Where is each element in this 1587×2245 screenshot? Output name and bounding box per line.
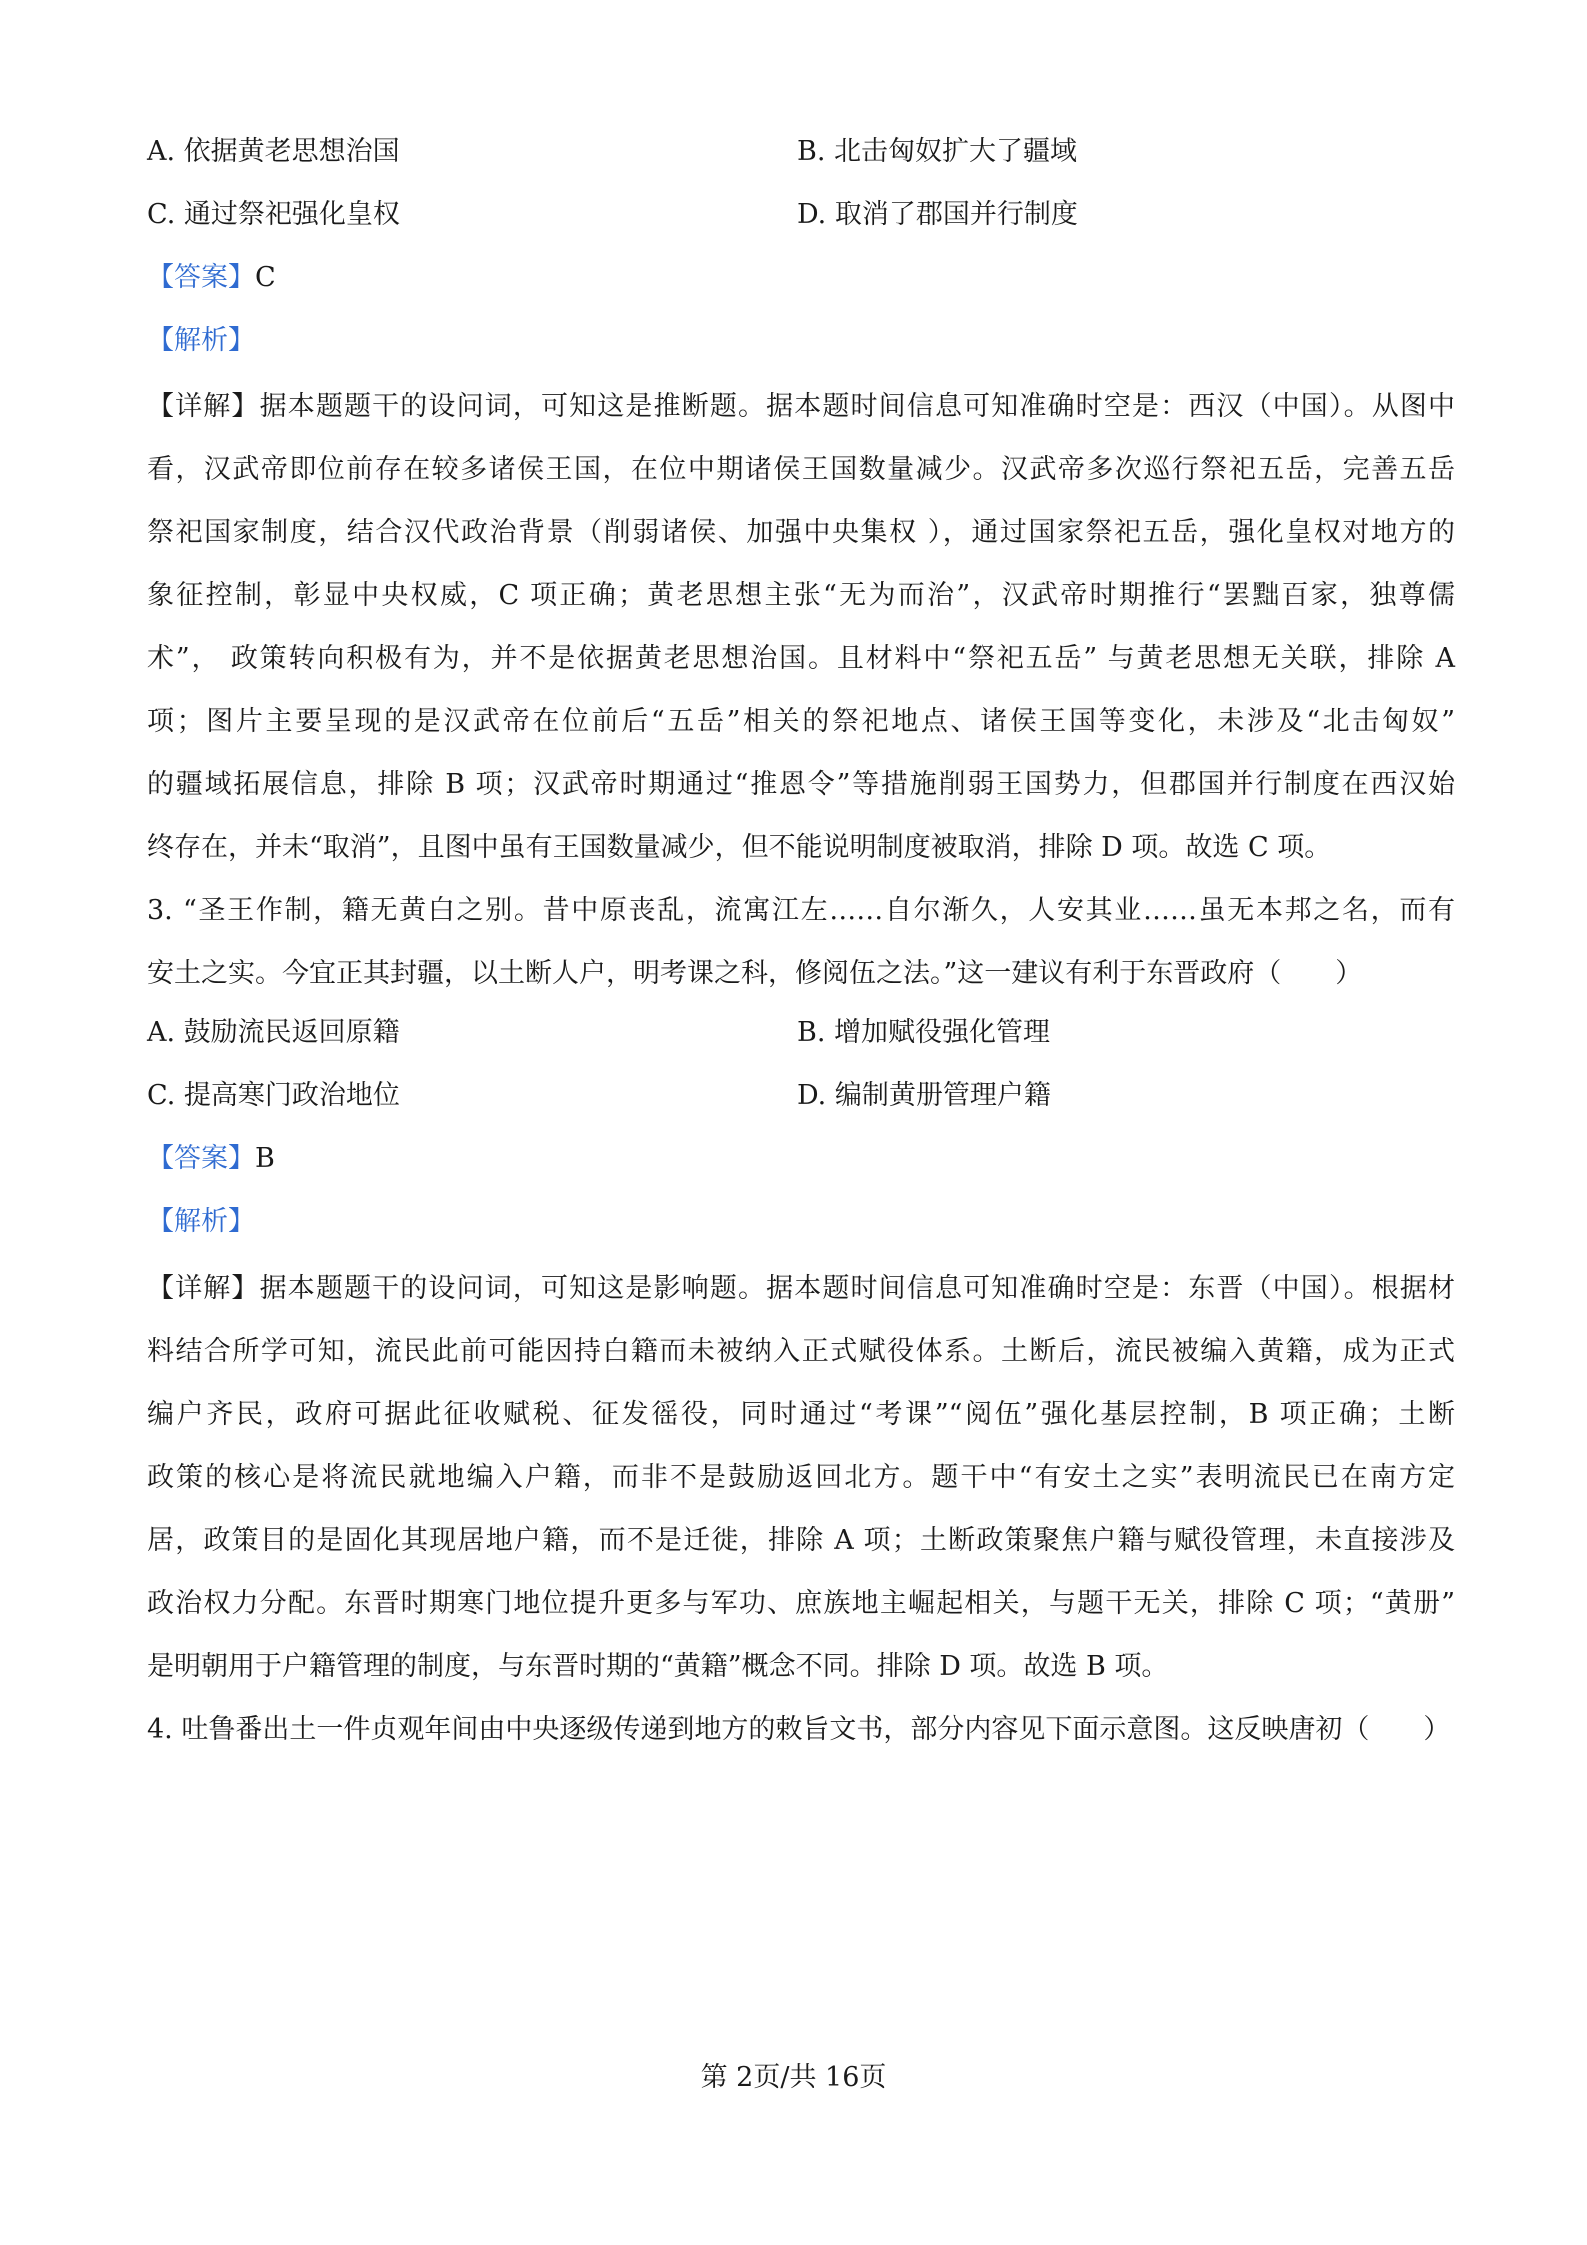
page-footer: 第 2页/共 16页 <box>700 2062 887 2093</box>
q2-option-a: A. 依据黄老思想治国 <box>147 136 400 167</box>
q2-option-d: D. 取消了郡国并行制度 <box>797 199 1078 230</box>
q2-detail-line: 终存在，并未“取消”，且图中虽有王国数量减少，但不能说明制度被取消，排除 D 项。故选 C 项。 <box>147 832 1332 863</box>
q3-detail-line: 【详解】据本题题干的设问词，可知这是影响题。据本题时间信息可知准确时空是：东晋（中国）。根据材 <box>147 1273 1456 1304</box>
q3-stem-line: 3. “圣王作制，籍无黄白之别。昔中原丧乱，流寓江左……自尔渐久，人安其业……虽无本邦之名，而有 <box>147 895 1455 926</box>
q2-detail-label: 【详解】 <box>147 391 260 422</box>
q2-detail-line: 【详解】据本题题干的设问词，可知这是推断题。据本题时间信息可知准确时空是：西汉（中国）。从图中 <box>147 391 1456 422</box>
q3-detail-label: 【详解】 <box>147 1273 260 1304</box>
q4-stem-line: 4. 吐鲁番出土一件贞观年间由中央逐级传递到地方的敕旨文书，部分内容见下面示意图。这反映唐初（ ） <box>147 1714 1451 1745</box>
q2-analysis-heading <box>147 321 1447 361</box>
q2-option-c: C. 通过祭祀强化皇权 <box>147 199 400 230</box>
q3-stem <box>147 879 1455 1005</box>
q2-detail-paragraph <box>147 375 1455 879</box>
q3-detail-line: 居，政策目的是固化其现居地户籍，而不是迁徙，排除 A 项；土断政策聚焦户籍与赋役管理，未直接涉及 <box>147 1525 1455 1556</box>
q3-analysis-heading <box>147 1202 1447 1242</box>
q3-option-a: A. 鼓励流民返回原籍 <box>147 1017 400 1048</box>
q3-detail-line: 是明朝用于户籍管理的制度，与东晋时期的“黄籍”概念不同。排除 D 项。故选 B 项。 <box>147 1651 1169 1682</box>
q2-detail-line: 祭祀国家制度，结合汉代政治背景（削弱诸侯、加强中央集权 ），通过国家祭祀五岳，强化皇权对地方的 <box>147 517 1455 548</box>
q2-detail-line: 象征控制，彰显中央权威，C 项正确；黄老思想主张“无为而治”，汉武帝时期推行“罢黜百家，独尊儒 <box>147 580 1455 611</box>
q3-detail-line: 政策的核心是将流民就地编入户籍，而非不是鼓励返回北方。题干中“有安土之实”表明流民已在南方定 <box>147 1462 1455 1493</box>
q3-detail-line: 政治权力分配。东晋时期寒门地位提升更多与军功、庶族地主崛起相关，与题干无关，排除 C 项；“黄册” <box>147 1588 1455 1619</box>
q3-answer-label: 【答案】 <box>147 1143 255 1174</box>
q3-answer-value: B <box>255 1143 275 1174</box>
q4-stem <box>147 1698 1455 1761</box>
q3-stem-line: 安土之实。今宜正其封疆，以土断人户，明考课之科，修阅伍之法。”这一建议有利于东晋政府（ ） <box>147 958 1363 989</box>
q2-option-b: B. 北击匈奴扩大了疆域 <box>797 136 1078 167</box>
q3-detail-line: 编户齐民，政府可据此征收赋税、征发徭役，同时通过“考课”“阅伍”强化基层控制，B 项正确；土断 <box>147 1399 1455 1430</box>
q2-detail-line: 的疆域拓展信息，排除 B 项；汉武帝时期通过“推恩令”等措施削弱王国势力，但郡国并行制度在西汉始 <box>147 769 1455 800</box>
q2-detail-line: 术”， 政策转向积极有为，并不是依据黄老思想治国。且材料中“祭祀五岳” 与黄老思想无关联，排除 A <box>147 643 1455 674</box>
q3-detail-paragraph <box>147 1257 1455 1698</box>
q2-answer <box>147 258 1447 298</box>
q3-analysis-label: 【解析】 <box>147 1206 255 1237</box>
q2-detail-line: 项；图片主要呈现的是汉武帝在位前后“五岳”相关的祭祀地点、诸侯王国等变化，未涉及“北击匈奴” <box>147 706 1455 737</box>
q2-answer-value: C <box>255 262 276 293</box>
q3-option-b: B. 增加赋役强化管理 <box>797 1017 1051 1048</box>
q2-answer-label: 【答案】 <box>147 262 255 293</box>
q3-option-c: C. 提高寒门政治地位 <box>147 1080 400 1111</box>
q3-detail-line: 料结合所学可知，流民此前可能因持白籍而未被纳入正式赋役体系。土断后，流民被编入黄籍，成为正式 <box>147 1336 1455 1367</box>
q2-detail-line: 看，汉武帝即位前存在较多诸侯王国，在位中期诸侯王国数量减少。汉武帝多次巡行祭祀五岳，完善五岳 <box>147 454 1455 485</box>
q3-answer <box>147 1139 1447 1179</box>
q3-option-d: D. 编制黄册管理户籍 <box>797 1080 1051 1111</box>
q2-analysis-label: 【解析】 <box>147 325 255 356</box>
